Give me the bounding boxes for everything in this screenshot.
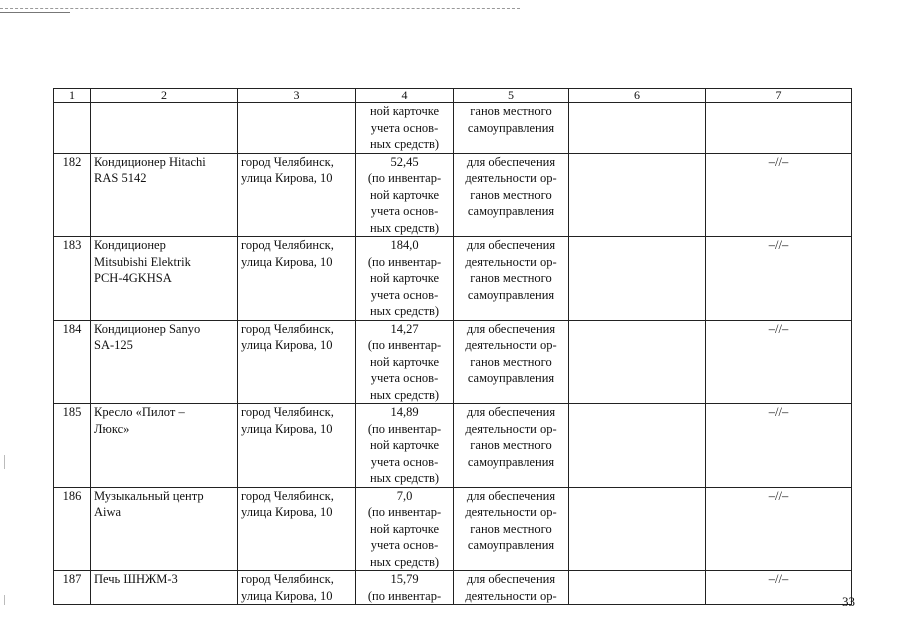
item-name-line: PCH-4GKHSA [94, 271, 172, 285]
item-name-line: Mitsubishi Elektrik [94, 254, 191, 269]
item-purpose [454, 103, 569, 154]
item-address [238, 103, 356, 154]
item-name-line: Кондиционер [94, 238, 166, 252]
item-purpose-line: деятельности ор- [465, 254, 557, 269]
item-name-line: Кондиционер Hitachi [94, 154, 206, 169]
item-purpose-line: деятельности ор- [465, 588, 557, 603]
column-header-2: 2 [91, 89, 238, 103]
item-purpose-line: самоуправления [467, 287, 555, 302]
item-value-line: (по инвентар- [367, 421, 442, 436]
column-7-cell: –//– [706, 153, 852, 237]
table-row [54, 487, 852, 571]
item-value-line: учета основ- [370, 538, 439, 552]
item-address [238, 404, 356, 488]
item-purpose-line: самоуправления [467, 120, 555, 135]
column-header-5: 5 [454, 89, 569, 103]
item-value-line: учета основ- [370, 371, 439, 385]
item-purpose-line: деятельности ор- [465, 421, 557, 436]
column-header-7: 7 [706, 89, 852, 103]
item-name-line: SA-125 [94, 338, 133, 352]
item-value-line: учета основ- [370, 287, 439, 302]
table-row [54, 237, 852, 321]
item-name [91, 103, 238, 154]
item-address-line: улица Кирова, 10 [241, 254, 333, 269]
item-value-line: ной карточке [369, 104, 440, 118]
item-purpose-line: ганов местного [470, 521, 552, 536]
item-purpose [454, 153, 569, 237]
table-row [54, 571, 852, 605]
item-value-line: (по инвентар- [367, 171, 442, 185]
column-6-cell [569, 153, 706, 237]
item-address [238, 571, 356, 605]
item-name [91, 487, 238, 571]
scan-margin-mark [4, 595, 5, 605]
table-row [54, 404, 852, 488]
item-address [238, 153, 356, 237]
item-purpose [454, 320, 569, 404]
item-value-line: 52,45 [390, 154, 419, 169]
item-address-line: город Челябинск, [241, 154, 334, 169]
item-name-line: Кресло «Пилот – [94, 405, 185, 419]
item-name-line: Кондиционер Sanyo [94, 321, 201, 336]
table-row [54, 320, 852, 404]
row-number: 184 [54, 320, 91, 404]
table-row [54, 153, 852, 237]
item-purpose-line: самоуправления [467, 454, 555, 469]
item-value-line: ной карточке [369, 271, 440, 285]
item-value-line: 14,27 [390, 321, 419, 336]
item-value-line: учета основ- [370, 454, 439, 469]
item-value-line: 7,0 [396, 488, 413, 503]
item-value [356, 320, 454, 404]
item-value-line: учета основ- [370, 204, 439, 218]
item-value-line: ной карточке [369, 521, 440, 536]
item-value-line: ной карточке [369, 354, 440, 369]
column-7-cell: –//– [706, 320, 852, 404]
item-purpose-line: для обеспечения [466, 488, 556, 503]
item-value-line: ных средств) [369, 137, 440, 151]
column-6-cell [569, 571, 706, 605]
item-purpose-line: ганов местного [470, 187, 552, 202]
item-value-line: ных средств) [369, 471, 440, 485]
item-name-line: Aiwa [94, 505, 122, 519]
item-purpose-line: для обеспечения [466, 321, 556, 336]
item-name [91, 571, 238, 605]
item-value-line: 15,79 [390, 572, 419, 586]
column-header-1: 1 [54, 89, 91, 103]
item-purpose-line: самоуправления [467, 538, 555, 552]
item-purpose-line: для обеспечения [466, 572, 556, 586]
table-header-row [54, 89, 852, 103]
item-name-line: RAS 5142 [94, 171, 147, 185]
item-value-line: (по инвентар- [367, 254, 442, 269]
item-purpose-line: для обеспечения [466, 238, 556, 252]
column-6-cell [569, 103, 706, 154]
item-purpose-line: деятельности ор- [465, 505, 557, 519]
item-address-line: город Челябинск, [241, 488, 334, 503]
item-name [91, 237, 238, 321]
table-row [54, 103, 852, 154]
item-value-line: (по инвентар- [367, 588, 442, 603]
item-value-line: 14,89 [390, 405, 419, 419]
item-value-line: ных средств) [369, 387, 440, 402]
item-value-line: учета основ- [370, 120, 439, 135]
item-name [91, 320, 238, 404]
item-purpose-line: деятельности ор- [465, 338, 557, 352]
column-7-cell: –//– [706, 237, 852, 321]
item-purpose [454, 237, 569, 321]
column-7-cell: –//– [706, 571, 852, 605]
item-address-line: улица Кирова, 10 [241, 588, 333, 603]
item-address [238, 487, 356, 571]
item-purpose-line: деятельности ор- [465, 171, 557, 185]
item-address-line: город Челябинск, [241, 572, 334, 586]
item-purpose-line: ганов местного [470, 354, 552, 369]
row-number: 185 [54, 404, 91, 488]
column-6-cell [569, 487, 706, 571]
item-purpose [454, 404, 569, 488]
item-name [91, 153, 238, 237]
item-purpose-line: самоуправления [467, 204, 555, 218]
item-value-line: ной карточке [369, 438, 440, 452]
column-7-cell: –//– [706, 404, 852, 488]
item-value-line: ных средств) [369, 304, 440, 318]
page-number: 33 [842, 594, 855, 609]
item-purpose-line: самоуправления [467, 371, 555, 385]
item-address-line: улица Кирова, 10 [241, 505, 333, 519]
item-address [238, 237, 356, 321]
column-7-cell: –//– [706, 487, 852, 571]
item-address-line: город Челябинск, [241, 238, 334, 252]
column-header-3: 3 [238, 89, 356, 103]
column-header-4: 4 [356, 89, 454, 103]
item-purpose [454, 571, 569, 605]
item-value-line: (по инвентар- [367, 338, 442, 352]
item-name-line: Люкс» [94, 421, 130, 436]
item-purpose-line: для обеспечения [466, 405, 556, 419]
item-value-line: (по инвентар- [367, 505, 442, 519]
item-value [356, 571, 454, 605]
scan-margin-mark [4, 455, 5, 469]
row-number: 186 [54, 487, 91, 571]
item-address-line: улица Кирова, 10 [241, 171, 333, 185]
scan-top-dashes [0, 8, 520, 9]
row-number: 183 [54, 237, 91, 321]
scan-top-rule [0, 12, 70, 13]
item-purpose-line: ганов местного [470, 438, 552, 452]
item-value-line: 184,0 [390, 238, 419, 252]
item-purpose-line: для обеспечения [466, 154, 556, 169]
item-name-line: Музыкальный центр [94, 488, 204, 503]
column-6-cell [569, 404, 706, 488]
item-value-line: ных средств) [369, 554, 440, 569]
item-value [356, 487, 454, 571]
item-address-line: город Челябинск, [241, 321, 334, 336]
property-table [53, 88, 852, 605]
item-address-line: улица Кирова, 10 [241, 421, 333, 436]
item-purpose [454, 487, 569, 571]
item-value-line: ных средств) [369, 220, 440, 235]
column-7-cell [706, 103, 852, 154]
item-purpose-line: ганов местного [470, 104, 552, 118]
item-address-line: улица Кирова, 10 [241, 338, 333, 352]
item-value [356, 103, 454, 154]
row-number: 182 [54, 153, 91, 237]
item-address-line: город Челябинск, [241, 405, 334, 419]
item-name [91, 404, 238, 488]
row-number: 187 [54, 571, 91, 605]
column-6-cell [569, 237, 706, 321]
item-value [356, 153, 454, 237]
item-name-line: Печь ШНЖМ-3 [94, 572, 178, 586]
column-header-6: 6 [569, 89, 706, 103]
item-value [356, 237, 454, 321]
item-purpose-line: ганов местного [470, 271, 552, 285]
row-number [54, 103, 91, 154]
column-6-cell [569, 320, 706, 404]
item-address [238, 320, 356, 404]
item-value [356, 404, 454, 488]
item-value-line: ной карточке [369, 187, 440, 202]
